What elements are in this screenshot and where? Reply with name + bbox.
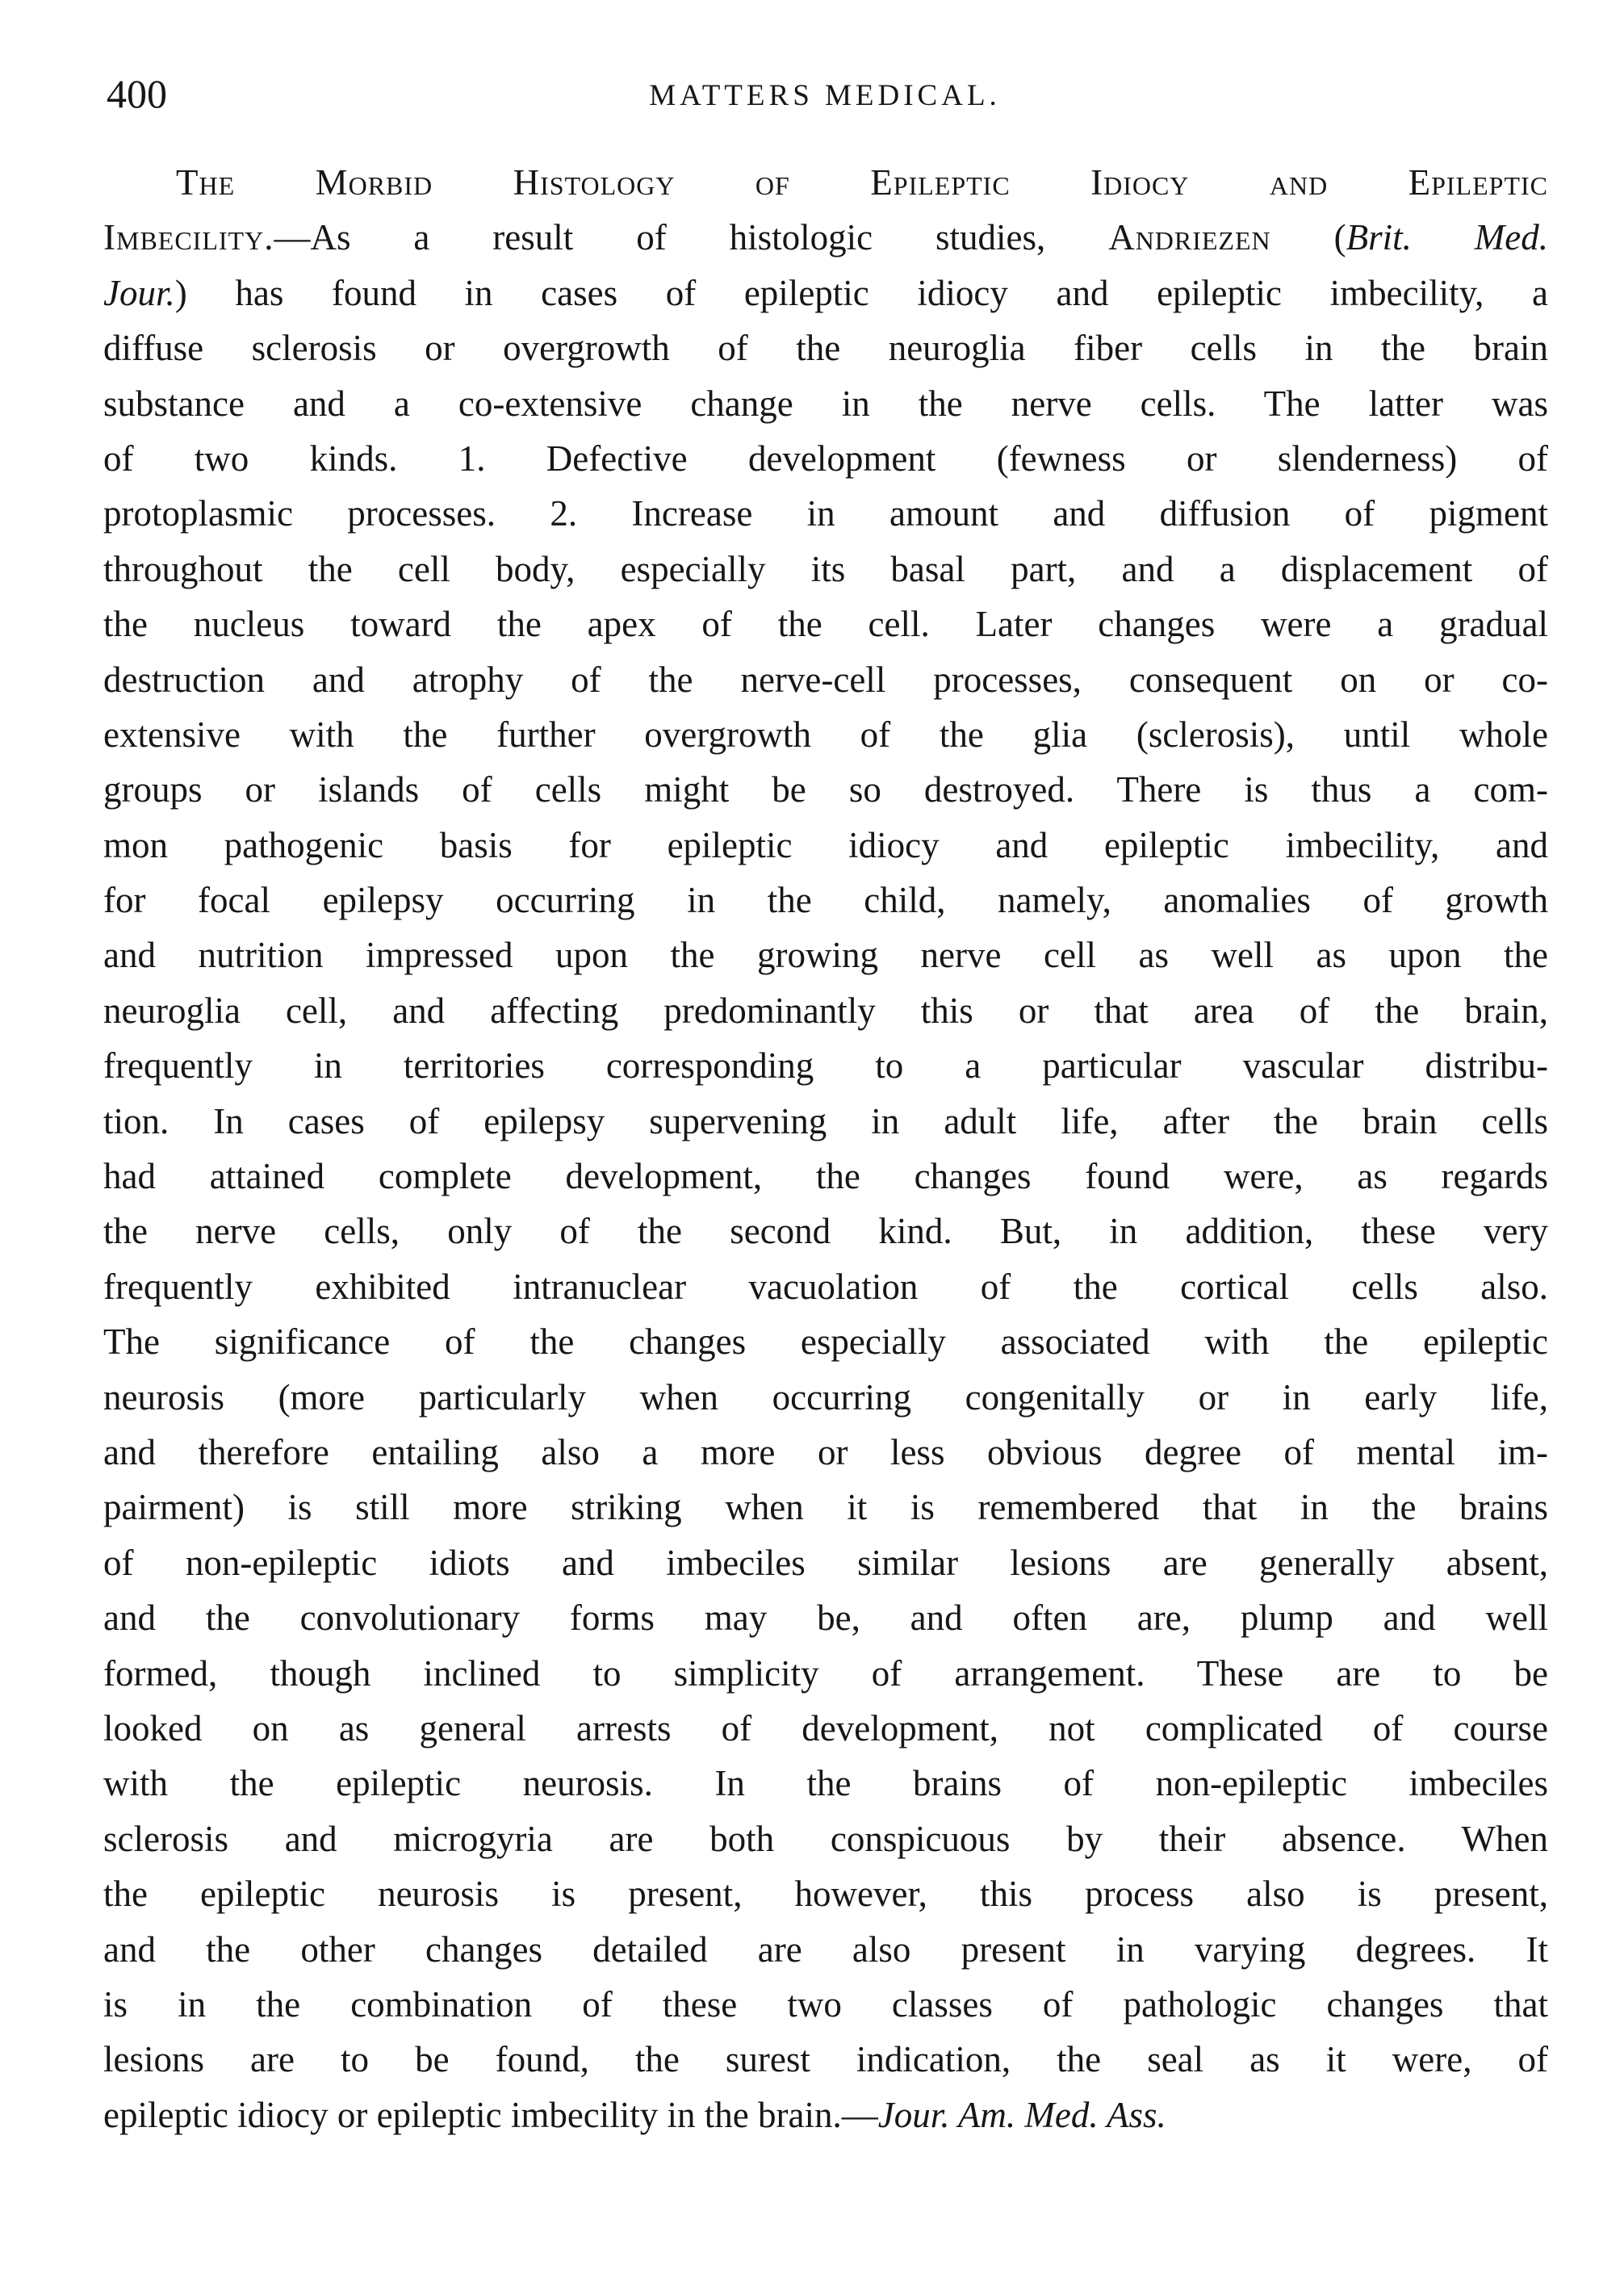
text-line: [103, 2088, 1548, 2142]
text-line: [103, 2032, 1548, 2087]
text-line: [103, 486, 1548, 541]
text-line: [103, 210, 1548, 265]
line-text: extensive with the further overgrowth of the glia (sclerosis), until whole: [103, 714, 1548, 755]
text-line: [103, 1370, 1548, 1425]
line-text: frequently exhibited intranuclear vacuolation of the cortical cells also.: [103, 1266, 1548, 1307]
line-text: had attained complete development, the changes found were, as regards: [103, 1156, 1548, 1197]
text-line: [103, 983, 1548, 1038]
line-text: looked on as general arrests of development, not complicated of course: [103, 1707, 1548, 1748]
text-line: [103, 1425, 1548, 1480]
small-caps-text: Andriezen: [1108, 217, 1271, 258]
line-text: formed, though inclined to simplicity of arrangement. These are to be: [103, 1652, 1548, 1694]
text-line: [103, 762, 1548, 817]
text-line: [103, 1646, 1548, 1701]
text-segment: —As a result of histologic studies,: [274, 217, 1109, 258]
text-line: [103, 1811, 1548, 1866]
text-line: [103, 1701, 1548, 1756]
article-body: [103, 155, 1548, 2142]
text-line: [103, 1922, 1548, 1977]
line-text: and the convolutionary forms may be, and often are, plump and well: [103, 1598, 1548, 1639]
line-text: the nucleus toward the apex of the cell. Later changes were a gradual: [103, 604, 1548, 645]
text-line: [103, 928, 1548, 982]
text-line: [103, 431, 1548, 486]
text-line: [103, 1259, 1548, 1314]
line-text: destruction and atrophy of the nerve-cell processes, consequent on or co-: [103, 659, 1548, 700]
italic-text: Brit. Med.: [1346, 217, 1548, 258]
running-head: [107, 69, 1543, 126]
text-line: [103, 1590, 1548, 1645]
text-line: [103, 1480, 1548, 1535]
page-number: 400: [107, 71, 167, 116]
line-text: with the epileptic neurosis. In the brains of non-epileptic imbeciles: [103, 1763, 1548, 1804]
line-text: of two kinds. 1. Defective development (fewness or slenderness) of: [103, 438, 1548, 479]
text-line: [103, 873, 1548, 928]
line-text: pairment) is still more striking when it is remembered that in the brains: [103, 1487, 1548, 1528]
text-segment: epileptic idiocy or epileptic imbecility in the brain.—: [103, 2094, 878, 2135]
line-text: the nerve cells, only of the second kind. But, in addition, these very: [103, 1211, 1548, 1252]
text-line: [103, 1314, 1548, 1369]
text-line: [103, 818, 1548, 873]
line-text: and the other changes detailed are also present in varying degrees. It: [103, 1929, 1548, 1970]
text-line: [103, 266, 1548, 320]
italic-text: Jour.: [103, 272, 175, 313]
line-text: substance and a co-extensive change in the nerve cells. The latter was: [103, 383, 1548, 424]
text-line: [103, 1094, 1548, 1149]
line-text: frequently in territories corresponding to a particular vascular distribu-: [103, 1045, 1548, 1087]
text-line: [103, 1204, 1548, 1258]
text-line: [103, 652, 1548, 707]
line-text: tion. In cases of epilepsy supervening in adult life, after the brain cells: [103, 1100, 1548, 1141]
article-heading-line: [103, 155, 1548, 210]
text-line: [103, 1977, 1548, 2032]
line-text: sclerosis and microgyria are both conspicuous by their absence. When: [103, 1818, 1548, 1859]
line-text: lesions are to be found, the surest indication, the seal as it were, of: [103, 2039, 1548, 2080]
line-text: neurosis (more particularly when occurring congenitally or in early life,: [103, 1376, 1548, 1418]
text-line: [103, 707, 1548, 762]
line-text: and therefore entailing also a more or less obvious degree of mental im-: [103, 1431, 1548, 1472]
text-line: [103, 542, 1548, 597]
line-text: of non-epileptic idiots and imbeciles similar lesions are generally absent,: [103, 1542, 1548, 1583]
line-text: and nutrition impressed upon the growing nerve cell as well as upon the: [103, 935, 1548, 976]
running-title: MATTERS MEDICAL.: [649, 79, 1001, 112]
italic-text: Jour. Am. Med. Ass.: [877, 2094, 1166, 2135]
line-text: mon pathogenic basis for epileptic idiocy and epileptic imbecility, and: [103, 824, 1548, 865]
line-text: diffuse sclerosis or overgrowth of the neuroglia fiber cells in the brain: [103, 328, 1548, 369]
text-line: [103, 320, 1548, 375]
line-text: the epileptic neurosis is present, however, this process also is present,: [103, 1874, 1548, 1915]
text-segment: (: [1270, 217, 1346, 258]
text-line: [103, 1038, 1548, 1093]
article-title: The Morbid Histology of Epileptic Idiocy and Epileptic: [176, 162, 1548, 203]
text-line: [103, 1149, 1548, 1204]
text-line: [103, 1866, 1548, 1921]
line-text: neuroglia cell, and affecting predominantly this or that area of the brain,: [103, 990, 1548, 1031]
small-caps-text: Imbecility.: [103, 217, 274, 258]
line-text: The significance of the changes especially associated with the epileptic: [103, 1321, 1548, 1363]
text-line: [103, 376, 1548, 431]
line-text: groups or islands of cells might be so destroyed. There is thus a com-: [103, 769, 1548, 810]
text-line: [103, 1756, 1548, 1811]
text-line: [103, 597, 1548, 651]
text-line: [103, 1535, 1548, 1590]
line-text: throughout the cell body, especially its basal part, and a displacement of: [103, 548, 1548, 589]
line-text: protoplasmic processes. 2. Increase in amount and diffusion of pigment: [103, 493, 1548, 534]
text-segment: ) has found in cases of epileptic idiocy and epileptic imbecility, a: [174, 272, 1548, 313]
line-text: for focal epilepsy occurring in the child, namely, anomalies of growth: [103, 880, 1548, 921]
line-text: is in the combination of these two classes of pathologic changes that: [103, 1983, 1548, 2025]
